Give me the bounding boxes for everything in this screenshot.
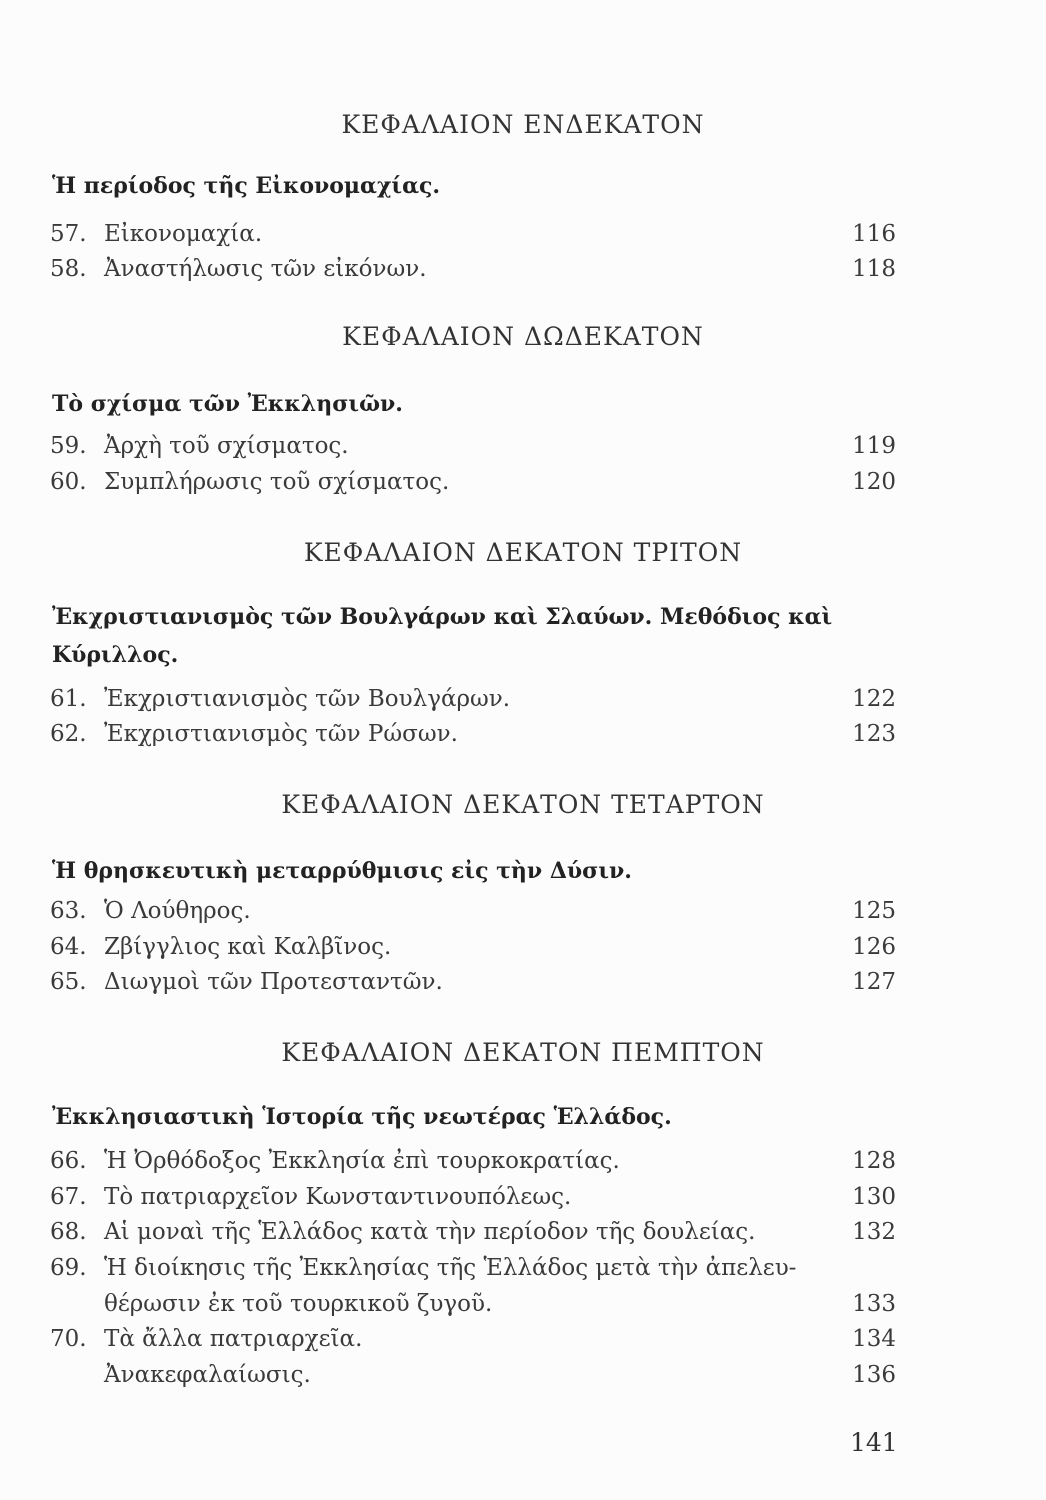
entry-number: 66. bbox=[50, 1148, 87, 1174]
page-number: 141 bbox=[850, 1428, 898, 1457]
chapter-title: ΚΕΦΑΛΑΙΟΝ ΔΩΔΕΚΑΤΟΝ bbox=[342, 322, 704, 351]
entry-text: Ζβίγγλιος καὶ Καλβῖνος. bbox=[104, 934, 392, 960]
entry-number: 64. bbox=[50, 934, 87, 960]
toc-entry bbox=[50, 1250, 906, 1322]
entry-text: Εἰκονομαχία. bbox=[104, 221, 263, 247]
chapter-subtitle: Ἡ περίοδος τῆς Εἰκονομαχίας. bbox=[52, 173, 441, 199]
entry-number: 58. bbox=[50, 256, 87, 282]
entry-text: Ἐκχριστιανισμὸς τῶν Βουλγάρων. bbox=[104, 686, 511, 712]
entry-text: Ἀναστήλωσις τῶν εἰκόνων. bbox=[104, 256, 427, 282]
entry-number: 59. bbox=[50, 433, 87, 459]
entry-number: 63. bbox=[50, 898, 87, 924]
entry-page: 130 bbox=[852, 1184, 896, 1210]
entry-number: 62. bbox=[50, 721, 87, 747]
entry-page: 134 bbox=[852, 1326, 896, 1352]
entry-text: Ἐκχριστιανισμὸς τῶν Ρώσων. bbox=[104, 721, 458, 747]
entry-number: 68. bbox=[50, 1219, 87, 1245]
entry-text: Ἀνακεφαλαίωσις. bbox=[104, 1362, 311, 1388]
entry-page: 133 bbox=[852, 1291, 896, 1317]
entry-text: Ἡ διοίκησις τῆς Ἐκκλησίας τῆς Ἑλλάδος μετὰ τὴν ἀπελευ- bbox=[104, 1255, 797, 1281]
entry-page: 125 bbox=[852, 898, 896, 924]
entry-number: 67. bbox=[50, 1184, 87, 1210]
entry-number: 69. bbox=[50, 1255, 87, 1281]
chapter-title: ΚΕΦΑΛΑΙΟΝ ΔΕΚΑΤΟΝ ΠΕΜΠΤΟΝ bbox=[281, 1038, 765, 1067]
entry-page: 136 bbox=[852, 1362, 896, 1388]
entry-number: 65. bbox=[50, 969, 87, 995]
chapter-title: ΚΕΦΑΛΑΙΟΝ ΕΝΔΕΚΑΤΟΝ bbox=[341, 110, 705, 139]
entry-text: Διωγμοὶ τῶν Προτεσταντῶν. bbox=[104, 969, 443, 995]
entry-number: 60. bbox=[50, 469, 87, 495]
entry-page: 126 bbox=[852, 934, 896, 960]
entry-text: Τὰ ἄλλα πατριαρχεῖα. bbox=[104, 1326, 363, 1352]
chapter-subtitle: Ἡ θρησκευτικὴ μεταρρύθμισις εἰς τὴν Δύσιν. bbox=[52, 858, 632, 884]
entry-page: 118 bbox=[852, 256, 896, 282]
entry-text-continued: θέρωσιν ἐκ τοῦ τουρκικοῦ ζυγοῦ. bbox=[104, 1291, 493, 1317]
entry-page: 132 bbox=[852, 1219, 896, 1245]
entry-number: 70. bbox=[50, 1326, 87, 1352]
entry-text: Αἱ μοναὶ τῆς Ἑλλάδος κατὰ τὴν περίοδον τῆς δουλείας. bbox=[104, 1219, 756, 1245]
chapter-title: ΚΕΦΑΛΑΙΟΝ ΔΕΚΑΤΟΝ ΤΕΤΑΡΤΟΝ bbox=[281, 790, 765, 819]
entry-page: 123 bbox=[852, 721, 896, 747]
entry-page: 120 bbox=[852, 469, 896, 495]
entry-number: 61. bbox=[50, 686, 87, 712]
chapter-subtitle: Τὸ σχίσμα τῶν Ἐκκλησιῶν. bbox=[52, 391, 403, 417]
chapter-subtitle: Ἐκκλησιαστικὴ Ἱστορία τῆς νεωτέρας Ἑλλάδος. bbox=[52, 1104, 672, 1130]
entry-text: Συμπλήρωσις τοῦ σχίσματος. bbox=[104, 469, 450, 495]
entry-text: Ἀρχὴ τοῦ σχίσματος. bbox=[104, 433, 349, 459]
entry-text: Ἡ Ὀρθόδοξος Ἐκκλησία ἐπὶ τουρκοκρατίας. bbox=[104, 1148, 620, 1174]
chapter-title: ΚΕΦΑΛΑΙΟΝ ΔΕΚΑΤΟΝ ΤΡΙΤΟΝ bbox=[303, 538, 743, 567]
chapter-subtitle: Ἐκχριστιανισμὸς τῶν Βουλγάρων καὶ Σλαύων. Μεθόδιος καὶ Κύριλλος. bbox=[52, 604, 833, 668]
entry-page: 116 bbox=[852, 221, 896, 247]
entry-text: Τὸ πατριαρχεῖον Κωνσταντινουπόλεως. bbox=[104, 1184, 572, 1210]
entry-text: Ὁ Λούθηρος. bbox=[104, 898, 251, 924]
entry-page: 119 bbox=[852, 433, 896, 459]
entry-page: 127 bbox=[852, 969, 896, 995]
entry-page: 122 bbox=[852, 686, 896, 712]
entry-page: 128 bbox=[852, 1148, 896, 1174]
entry-number: 57. bbox=[50, 221, 87, 247]
